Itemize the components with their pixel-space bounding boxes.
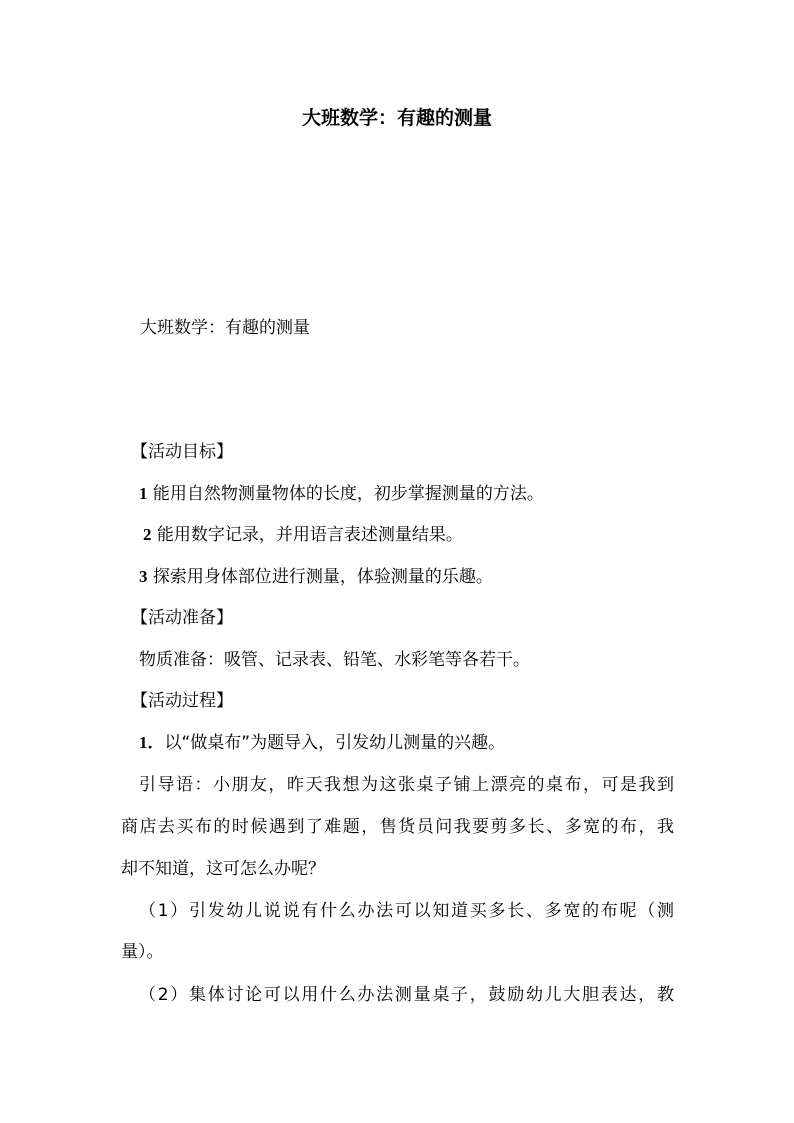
goal-text: 能用数字记录，并用语言表述测量结果。: [151, 525, 463, 545]
intro-line: 引导语：小朋友，昨天我想为这张桌子铺上漂亮的桌布，可是我到: [139, 775, 674, 795]
goal-item: [143, 523, 463, 547]
intro-line: 商店去买布的时候遇到了难题，售货员问我要剪多长、多宽的布，我: [121, 817, 674, 837]
goal-number: 1: [139, 484, 148, 503]
goal-number: 2: [143, 525, 152, 544]
goals-heading: 【活动目标】: [131, 442, 233, 462]
goal-item: [139, 482, 544, 506]
step-text: 以“做桌布”为题导入，引发幼儿测量的兴趣。: [164, 733, 506, 753]
step-number: 1．: [139, 733, 165, 752]
document-subtitle: 大班数学：有趣的测量: [140, 318, 310, 338]
prep-text: 物质准备：吸管、记录表、铅笔、水彩笔等各若干。: [139, 650, 530, 670]
sub-step-2-line: （2）集体讨论可以用什么办法测量桌子，鼓励幼儿大胆表达，教: [139, 985, 674, 1005]
step-1: [139, 731, 505, 755]
prep-heading: 【活动准备】: [131, 608, 233, 628]
intro-line: 却不知道，这可怎么办呢？: [121, 859, 325, 879]
document-title: 大班数学：有趣的测量: [301, 107, 492, 129]
goal-text: 能用自然物测量物体的长度，初步掌握测量的方法。: [147, 484, 544, 504]
sub-step-1-line: 量）。: [121, 942, 164, 962]
sub-step-1-line: （1）引发幼儿说说有什么办法可以知道买多长、多宽的布呢（测: [139, 901, 674, 921]
goal-text: 探索用身体部位进行测量，体验测量的乐趣。: [147, 567, 493, 587]
goal-item: [139, 565, 493, 589]
goal-number: 3: [139, 567, 148, 586]
process-heading: 【活动过程】: [131, 691, 233, 711]
